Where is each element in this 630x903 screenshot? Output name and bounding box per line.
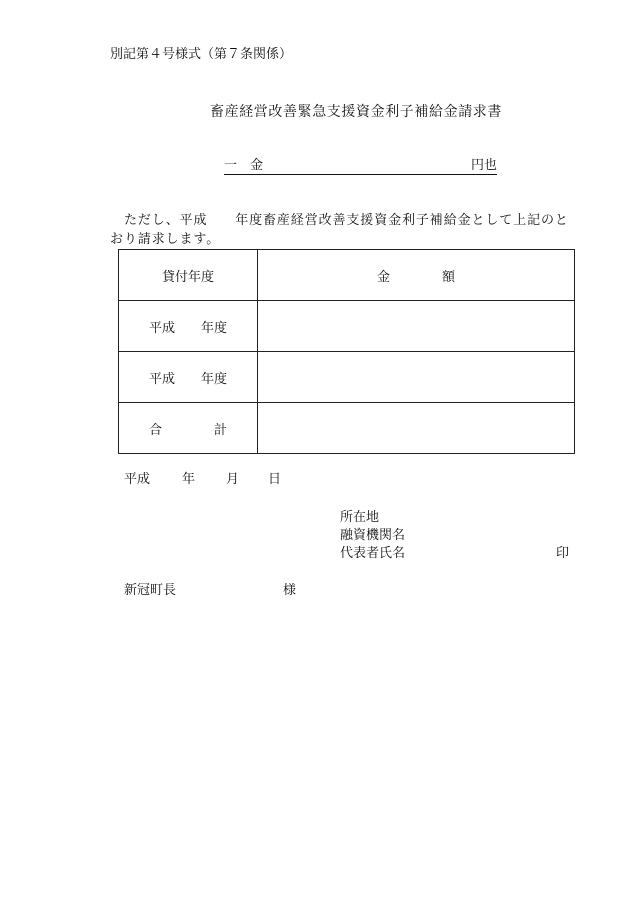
- row-year: 平成 年度: [119, 352, 258, 403]
- addressee-name: 新冠町長: [124, 583, 177, 598]
- claim-table: [118, 249, 575, 454]
- representative-label: 代表者氏名: [340, 546, 406, 561]
- date-year: 年: [182, 472, 196, 487]
- addressee-honorific: 様: [283, 583, 297, 598]
- total-amount: [258, 403, 575, 454]
- seal-mark: 印: [556, 546, 570, 561]
- table-total-row: [119, 403, 575, 454]
- header-loan-year: 貸付年度: [119, 250, 258, 301]
- total-label: 合 計: [119, 403, 258, 454]
- address-label: 所在地: [340, 510, 380, 525]
- row-amount: [258, 352, 575, 403]
- table-header-row: [119, 250, 575, 301]
- table-row: [119, 352, 575, 403]
- form-reference: 別記第４号様式（第７条関係）: [110, 47, 293, 62]
- amount-suffix: 円也: [470, 158, 497, 173]
- institution-label: 融資機関名: [340, 528, 406, 543]
- date-month: 月: [226, 472, 240, 487]
- header-amount: 金 額: [258, 250, 575, 301]
- row-year: 平成 年度: [119, 301, 258, 352]
- row-amount: [258, 301, 575, 352]
- document-title: 畜産経営改善緊急支援資金利子補給金請求書: [210, 104, 502, 120]
- date-era: 平成: [124, 472, 151, 487]
- amount-prefix: 一 金: [224, 158, 264, 173]
- body-line-1: ただし、平成 年度畜産経営改善支援資金利子補給金として上記のと: [124, 213, 569, 228]
- table-row: [119, 301, 575, 352]
- amount-line: [224, 158, 497, 175]
- date-day: 日: [268, 472, 282, 487]
- body-line-2: おり請求します。: [110, 232, 221, 247]
